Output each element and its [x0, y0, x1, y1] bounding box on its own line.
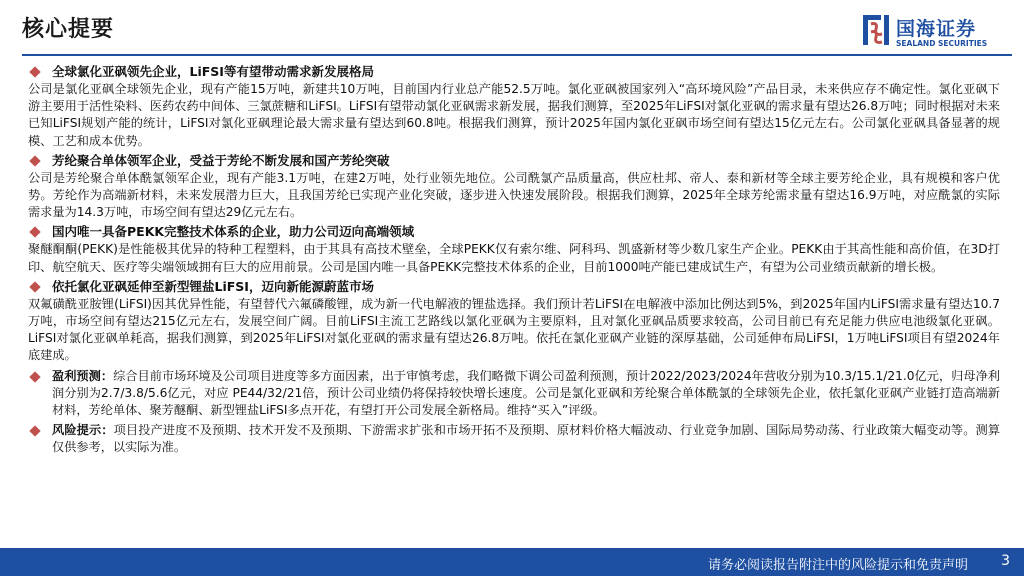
disclaimer-text: 请务必阅读报告附注中的风险提示和免责声明: [707, 558, 968, 573]
logo-chinese-name: 国海证券: [896, 18, 977, 40]
section-title: 全球氯化亚砜领先企业，LiFSI等有望带动需求新发展格局: [28, 63, 1000, 81]
risk-body: 项目投产进度不及预期、技术开发不及预期、下游需求扩张和市场开拓不及预期、原材料价格大幅波动、行业竞争加剧、国际局势动荡、行业政策大幅变动等。测算仅供参考，以实际为准。: [52, 423, 1001, 455]
diamond-bullet-icon: [29, 426, 40, 437]
page-title: 核心提要: [22, 17, 115, 42]
header-divider: [22, 54, 1012, 56]
section-body: 双氟磺酰亚胺锂(LiFSI)因其优异性能，有望替代六氟磷酸锂，成为新一代电解液的锂盐选择。我们预计若LiFSI在电解液中添加比例达到5%，到2025年国内LiFSI需求量有望达10.7万吨，市场空间有望达215亿元左右，发展空间广阔。目前LiFSI主流工艺路线以氯化亚砜为主要原料，且对氯化亚砜品质要求较高，公司目前已有充足能力供应电池级氯化亚砜。LiFSI对氯化亚砜单耗高，据我们测算，到2025年LiFSI对氯化亚砜的需求量有望达26.8万吨。依托在氯化亚砜产业链的深厚基础，公司延伸布局LiFSI，1万吨LiFSI项目有望2024年底建成。: [28, 296, 1000, 363]
section-title: 依托氯化亚砜延伸至新型锂盐LiFSI，迈向新能源蔚蓝市场: [28, 278, 1000, 296]
section-title: 芳纶聚合单体领军企业，受益于芳纶不断发展和国产芳纶突破: [28, 152, 1000, 170]
sealand-logo-icon: [862, 14, 890, 48]
forecast-label: 盈利预测：: [52, 368, 114, 383]
section-body: 聚醚酮酮(PEKK)是性能极其优异的特种工程塑料，由于其具有高技术壁垒，全球PEKK仅有索尔维、阿科玛、凯盛新材等少数几家生产企业。PEKK由于其高性能和高价值，在3D打印、航空航天、医疗等尖端领域拥有巨大的应用前景。公司是国内唯一具备PEKK完整技术体系的企业，目前1000吨产能已建成试生产，有望为公司业绩贡献新的增长极。: [28, 242, 1000, 274]
diamond-bullet-icon: [29, 371, 40, 382]
forecast-body: 综合目前市场环境及公司项目进度等多方面因素，出于审慎考虑，我们略微下调公司盈利预测，预计2022/2023/2024年营收分别为10.3/15.1/21.0亿元，归母净利润分别为2.7/3.8/5.6亿元，对应 PE44/32/21倍，预计公司业绩仍将保持较快增长速度。公司是氯化亚砜和芳纶聚合单体酰氯的全球领先企业，依托氯化亚砜产业链打造高端新材料，芳纶单体、聚芳醚酮、新型锂盐LiFSI多点开花，有望打开公司发展全新格局。维持“买入”评级。: [52, 368, 1000, 418]
summary-content: [28, 63, 1000, 457]
sealand-logo: [862, 14, 1012, 58]
earnings-forecast: [28, 368, 1000, 420]
diamond-bullet-icon: [29, 66, 40, 77]
diamond-bullet-icon: [29, 281, 40, 292]
diamond-bullet-icon: [29, 155, 40, 166]
section-body: 公司是氯化亚砜全球领先企业，现有产能15万吨，新建共10万吨，目前国内行业总产能52.5万吨。氯化亚砜被国家列入“高环境风险”产品目录，未来供应存不确定性。氯化亚砜下游主要用于活性染料、医药农药中间体、三氯蔗糖和LiFSI。LiFSI有望带动氯化亚砜需求新发展，据我们测算，至2025年LiFSI对氯化亚砜的需求量有望达26.8万吨；同时根据对未来已知LiFSI规划产能的统计，LiFSI对氯化亚砜理论最大需求量有望达到60.8吨。根据我们测算，预计2025年国内氯化亚砜市场空间有望达15亿元左右。公司氯化亚砜具备显著的规模、工艺和成本优势。: [28, 82, 1000, 148]
page-header: [0, 0, 1024, 62]
risk-label: 风险提示：: [52, 423, 114, 438]
diamond-bullet-icon: [29, 227, 40, 238]
section-body: 公司是芳纶聚合单体酰氯领军企业，现有产能3.1万吨，在建2万吨，处行业领先地位。公司酰氯产品质量高，供应杜邦、帝人、泰和新材等全球主要芳纶企业，具有规模和客户优势。芳纶作为高端新材料，未来发展潜力巨大，且我国芳纶已实现产业化突破，逐步进入快速发展阶段。根据我们测算，2025年全球芳纶需求量有望达16.9万吨，对应酰氯的实际需求量为14.3万吨，市场空间有望达29亿元左右。: [28, 170, 1000, 220]
page-number: 3: [1001, 553, 1010, 569]
risk-warning: [28, 422, 1000, 456]
logo-english-name: SEALAND SECURITIES: [896, 39, 988, 48]
page-footer: [0, 548, 1024, 576]
section-title: 国内唯一具备PEKK完整技术体系的企业，助力公司迈向高端领域: [28, 223, 1000, 241]
